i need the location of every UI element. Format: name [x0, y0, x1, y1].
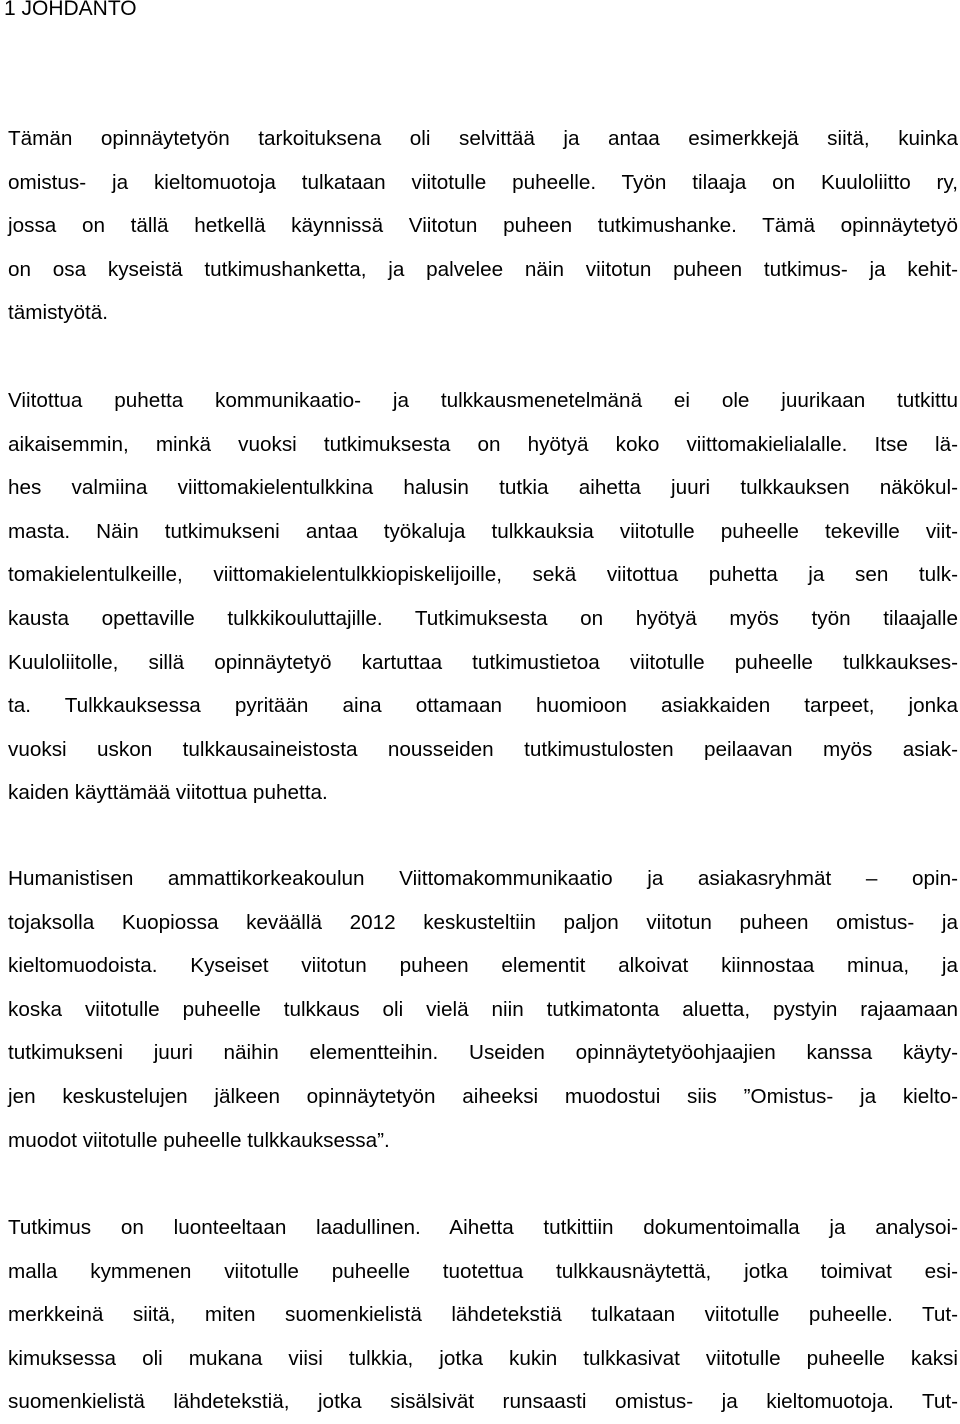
text-line: kaiden käyttämää viitottua puhetta. [8, 781, 328, 805]
text-line: jen keskustelujen jälkeen opinnäytetyön aiheeksi muodostui siis ”Omistus- ja kielto- [8, 1084, 958, 1108]
text-line: ta. Tulkkauksessa pyritään aina ottamaan huomioon asiakkaiden tarpeet, jonka [8, 694, 958, 718]
paragraph-3 [8, 857, 958, 1162]
paragraph-1 [8, 117, 958, 335]
paragraph-4 [8, 1206, 958, 1424]
text-line: malla kymmenen viitotulle puheelle tuotettua tulkkausnäytettä, jotka toimivat esi- [8, 1259, 958, 1283]
text-line: Viitottua puhetta kommunikaatio- ja tulkkausmenetelmänä ei ole juurikaan tutkittu [8, 389, 958, 412]
chapter-heading: 1 JOHDANTO [4, 0, 137, 20]
text-line: aikaisemmin, minkä vuoksi tutkimuksesta on hyötyä koko viittomakielialalle. Itse lä- [8, 432, 958, 456]
text-line: muodot viitotulle puheelle tulkkauksessa”. [8, 1128, 390, 1152]
text-line: vuoksi uskon tulkkausaineistosta nousseiden tutkimustulosten peilaavan myös asiak- [8, 737, 958, 761]
text-line: jossa on tällä hetkellä käynnissä Viitotun puheen tutkimushanke. Tämä opinnäytetyö [8, 214, 958, 238]
text-line: omistus- ja kieltomuotoja tulkataan viitotulle puheelle. Työn tilaaja on Kuuloliitto ry, [8, 170, 958, 194]
text-line: koska viitotulle puheelle tulkkaus oli vielä niin tutkimatonta aluetta, pystyin rajaamaan [8, 997, 958, 1021]
text-line: on osa kyseistä tutkimushanketta, ja palvelee näin viitotun puheen tutkimus- ja kehit- [8, 257, 958, 281]
paragraph-2 [8, 379, 958, 815]
text-line: tojaksolla Kuopiossa keväällä 2012 keskusteltiin paljon viitotun puheen omistus- ja [8, 910, 958, 934]
text-line: Tutkimus on luonteeltaan laadullinen. Aihetta tutkittiin dokumentoimalla ja analysoi- [8, 1216, 958, 1239]
text-line: Humanistisen ammattikorkeakoulun Viittomakommunikaatio ja asiakasryhmät – opin- [8, 867, 958, 890]
text-line: merkkeinä siitä, miten suomenkielistä lähdetekstiä tulkataan viitotulle puheelle. Tut- [8, 1303, 958, 1327]
text-line: tomakielentulkeille, viittomakielentulkkiopiskelijoille, sekä viitottua puhetta ja sen tulk- [8, 563, 958, 587]
text-line: Tämän opinnäytetyön tarkoituksena oli selvittää ja antaa esimerkkejä siitä, kuinka [8, 127, 958, 150]
text-line: Kuuloliitolle, sillä opinnäytetyö kartuttaa tutkimustietoa viitotulle puheelle tulkkaukses- [8, 650, 958, 674]
text-line: masta. Näin tutkimukseni antaa työkaluja tulkkauksia viitotulle puheelle tekeville viit- [8, 519, 958, 543]
text-line: suomenkielistä lähdetekstiä, jotka sisälsivät runsaasti omistus- ja kieltomuotoja. Tut- [8, 1390, 958, 1414]
text-line: kimuksessa oli mukana viisi tulkkia, jotka kukin tulkkasivat viitotulle puheelle kaksi [8, 1346, 958, 1370]
text-line: tämistyötä. [8, 301, 109, 325]
text-line: tutkimukseni juuri näihin elementteihin. Useiden opinnäytetyöohjaajien kanssa käyty- [8, 1041, 958, 1065]
text-line: hes valmiina viittomakielentulkkina halusin tutkia aihetta juuri tulkkauksen näkökul- [8, 476, 958, 500]
text-line: kieltomuodoista. Kyseiset viitotun puheen elementit alkoivat kiinnostaa minua, ja [8, 954, 958, 978]
text-line: kausta opettaville tulkkikouluttajille. Tutkimuksesta on hyötyä myös työn tilaajalle [8, 606, 958, 630]
